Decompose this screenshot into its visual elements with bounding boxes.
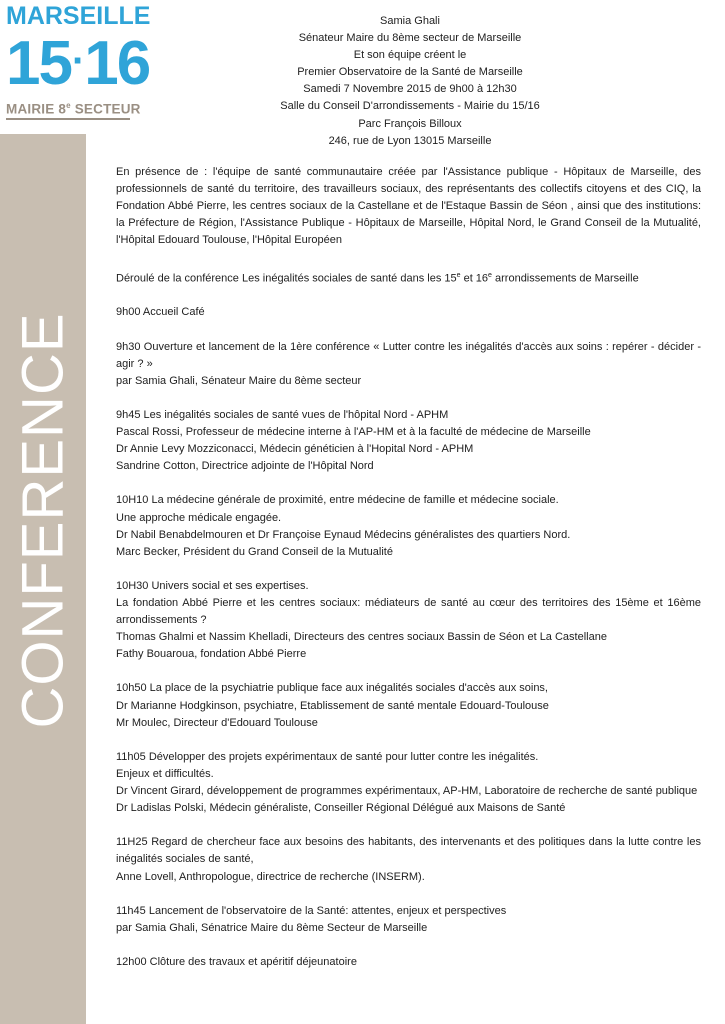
program-item-line: Dr Annie Levy Mozziconacci, Médecin généticien à l'Hopital Nord - APHM [116, 443, 474, 456]
deroule-sup-2: e [488, 271, 492, 279]
program-item-title: 11h05 Développer des projets expérimentaux de santé pour lutter contre les inégalités. [116, 750, 539, 763]
header-line: Parc François Billoux [358, 117, 462, 130]
vertical-title: CONFERENCE [10, 311, 76, 729]
program-item-title: 10h50 La place de la psychiatrie publique face aux inégalités sociales d'accès aux soins, [116, 682, 548, 695]
program-item [116, 407, 701, 475]
header-line: Samedi 7 Novembre 2015 de 9h00 à 12h30 [303, 83, 517, 96]
program-item-line: Dr Marianne Hodgkinson, psychiatre, Etablissement de santé mentale Edouard-Toulouse [116, 699, 549, 712]
program-item-title: 9h45 Les inégalités sociales de santé vues de l'hôpital Nord - APHM [116, 408, 449, 421]
program-item-line: Anne Lovell, Anthropologue, directrice de recherche (INSERM). [116, 870, 425, 883]
program-item-title: 12h00 Clôture des travaux et apéritif déjeunatoire [116, 955, 357, 968]
program-item-line: Mr Moulec, Directeur d'Edouard Toulouse [116, 716, 318, 729]
header-line: 246, rue de Lyon 13015 Marseille [328, 134, 492, 147]
logo-sector-suffix: SECTEUR [70, 101, 141, 117]
program-item-title: 9h00 Accueil Café [116, 306, 205, 319]
logo-sector-prefix: MAIRIE 8 [6, 101, 67, 117]
header-line: Samia Ghali [380, 15, 440, 27]
header-line: Salle du Conseil D'arrondissements - Mairie du 15/16 [280, 100, 540, 113]
logo-number-16: 16 [84, 29, 150, 98]
program-item-line: Dr Nabil Benabdelmouren et Dr Françoise Eynaud Médecins généralistes des quartiers Nord. [116, 528, 571, 541]
vertical-title-wrap [0, 300, 86, 740]
event-header [240, 13, 580, 150]
logo-rule [6, 118, 130, 120]
program-item-line: Dr Ladislas Polski, Médecin généraliste, Conseiller Régional Délégué aux Maisons de Santé [116, 802, 566, 815]
logo-number-15: 15 [6, 29, 71, 98]
mairie-logo [6, 2, 151, 120]
program-list [116, 304, 701, 971]
main-content [116, 164, 701, 988]
program-item-title: 10H10 La médecine générale de proximité, entre médecine de famille et médecine sociale. [116, 494, 559, 507]
program-item [116, 903, 701, 937]
deroule-text-3: arrondissements de Marseille [491, 272, 639, 285]
logo-separator: · [71, 39, 84, 83]
deroule-text-2: et 16 [460, 272, 489, 285]
program-item [116, 680, 701, 731]
program-item-line: Pascal Rossi, Professeur de médecine interne à l'AP-HM et à la faculté de médecine de Marseille [116, 426, 591, 439]
deroule-sup-1: e [456, 271, 461, 279]
program-item-title: 11H25 Regard de chercheur face aux besoins des habitants, des intervenants et des politiques dans la lutte contre les inégalités sociales de santé, [116, 836, 701, 866]
program-item [116, 304, 701, 321]
program-item [116, 954, 701, 971]
program-item-line: La fondation Abbé Pierre et les centres sociaux: médiateurs de santé au cœur des territoires des 15ème et 16ème arrondissements ? [116, 597, 701, 627]
program-item-line: par Samia Ghali, Sénatrice Maire du 8ème Secteur de Marseille [116, 921, 428, 934]
program-item-line: Une approche médicale engagée. [116, 511, 282, 524]
program-item [116, 578, 701, 663]
deroule-text-1: Déroulé de la conférence Les inégalités sociales de santé dans les 15 [116, 272, 457, 285]
logo-sector-sup: e [66, 101, 71, 110]
program-item [116, 834, 701, 885]
program-item-line: Fathy Bouaroua, fondation Abbé Pierre [116, 648, 307, 661]
program-item-line: Dr Vincent Girard, développement de programmes expérimentaux, AP-HM, Laboratoire de recherche de santé publique [116, 785, 698, 798]
program-item [116, 339, 701, 390]
program-item-line: Enjeux et difficultés. [116, 767, 214, 780]
deroule-paragraph [116, 267, 701, 288]
program-item [116, 492, 701, 560]
program-item-title: 11h45 Lancement de l'observatoire de la Santé: attentes, enjeux et perspectives [116, 904, 507, 917]
logo-sector [6, 101, 141, 117]
logo-numbers [6, 29, 150, 98]
program-item-line: par Samia Ghali, Sénateur Maire du 8ème secteur [116, 374, 362, 387]
program-item [116, 749, 701, 817]
intro-paragraph: En présence de : l'équipe de santé communautaire créée par l'Assistance publique - Hôpitaux de Marseille, des professionnels de santé du territoire, des travailleurs sociaux, des représentants des collectifs citoyens et des CIQ, la Fondation Abbé Pierre, les centres sociaux de la Castellane et de l'Estaque Bassin de Séon , ainsi que des institutions: la Préfecture de Région, l'Assistance Publique - Hôpitaux de Marseille, Hôpital Nord, le Grand Conseil de la Mutualité, l'Hôpital Edouard Toulouse, l'Hôpital Européen [116, 166, 701, 247]
program-item-line: Marc Becker, Président du Grand Conseil de la Mutualité [116, 545, 393, 558]
program-item-line: Thomas Ghalmi et Nassim Khelladi, Directeurs des centres sociaux Bassin de Séon et La Castellane [116, 631, 607, 644]
program-item-line: Sandrine Cotton, Directrice adjointe de l'Hôpital Nord [116, 460, 374, 473]
logo-city: MARSEILLE [6, 2, 151, 30]
header-line: Premier Observatoire de la Santé de Marseille [297, 66, 523, 79]
program-item-title: 10H30 Univers social et ses expertises. [116, 579, 309, 592]
header-line: Sénateur Maire du 8ème secteur de Marseille [298, 32, 522, 45]
header-line: Et son équipe créent le [353, 49, 467, 62]
program-item-title: 9h30 Ouverture et lancement de la 1ère conférence « Lutter contre les inégalités d'accès aux soins : repérer - décider - agir ? » [116, 340, 701, 370]
